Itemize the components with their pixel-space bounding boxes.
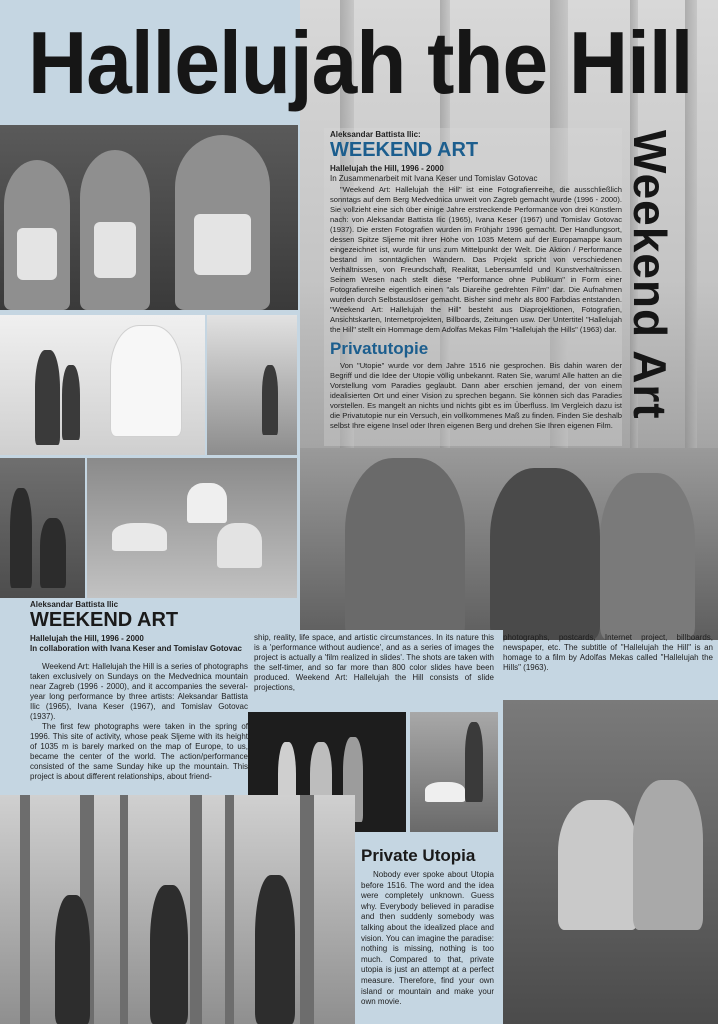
- private-utopia-body: Nobody ever spoke about Utopia before 1516. The word and the idea were completely unknown. Guess why. Everybody believed in paradise and then suddenly somebody was talking about the idealized place and vision. You can imagine the paradise: nothing is missing, nothing is too much. Compared to that, private utopia is just an attempt at a perfect measure. Therefore, find your own island or mountain and make your own movie.: [361, 870, 494, 1007]
- creek-bathers-photo: [87, 458, 297, 598]
- english-paragraph-2: The first few photographs were taken in the spring of 1996. This site of activity, whose peak Sljeme with its height of 1035 m is barely marked on the map of Europe, to us, became the center of the world. The action/performance consisted of the same Sunday hike up the mountain. This project is about different relationships, about friend-: [30, 722, 248, 781]
- private-utopia-panel: [355, 840, 500, 1024]
- snow-hikers-photo: [0, 315, 205, 455]
- english-author: Aleksandar Battista Ilic: [30, 600, 119, 609]
- group-portrait-photo: [300, 448, 718, 640]
- german-text-panel: [324, 128, 622, 446]
- page-title: Hallelujah the Hill: [28, 14, 693, 113]
- forest-hikers-photo: [0, 458, 85, 598]
- english-column-3: photographs, postcards, Internet project, billboards, newspaper, etc. The subtitle of "Hallelujah the Hill" is an homage to a film by Adolfas Mekas called "Hallelujah the Hills" (1963).: [503, 633, 713, 672]
- german-section-title: Privatutopie: [330, 339, 429, 358]
- german-title: WEEKEND ART: [330, 139, 479, 161]
- meadow-hiker-photo: [207, 315, 297, 455]
- german-collab: In Zusammenarbeit mit Ivana Keser und Tomislav Gotovac: [330, 174, 538, 183]
- english-column-2: ship, reality, life space, and artistic circumstances. In its nature this is a 'performance without audience', and as a series of images the project is actually a 'film realized in slides'. The shots are taken with the self-timer, and so far more than 800 color slides have been produced. Weekend Art: Hallelujah the Hill consists of slide projections,: [254, 633, 494, 692]
- fallen-hiker-photo: [410, 712, 498, 832]
- english-title: WEEKEND ART: [30, 609, 179, 631]
- german-subtitle: Hallelujah the Hill, 1996 - 2000: [330, 164, 444, 173]
- german-section-body: Von "Utopie" wurde vor dem Jahre 1516 nie gesprochen. Bis dahin waren der Begriff und die Idee der Utopie völlig unbekannt. Raten Sie, warum! Alle hatten an die Vorstellung vom Paradies geglaubt. Dann aber erschien jemand, der von einem idealisierten Ort und einer Vision zu sprechen begann. Sie können sich das Paradies vorstellen. Es mangelt an nichts und nichts gibt es im Überfluss. Im Vergleich dazu ist die Privatutopie nur ein Versuch, ein vollkommenes Maß zu finden. Finden Sie deshalb selbst Ihre eigene Insel oder Ihren eigenen Berg und drehen Sie Ihren eigenen Film.: [330, 361, 622, 430]
- german-author: Aleksandar Battista Ilic:: [330, 130, 421, 139]
- woods-hikers-photo: [0, 795, 355, 1024]
- english-subtitle: Hallelujah the Hill, 1996 - 2000: [30, 634, 144, 643]
- english-paragraph-1: Weekend Art: Hallelujah the Hill is a series of photographs taken exclusively on Sundays on the Medvednica mountain near Zagreb (1996 - 2000), and it accompanies the several-year long performance by three artists: Aleksandar Battista Ilic (1965), Ivana Keser (1967), and Tomislav Gotovac (1937).: [30, 662, 248, 721]
- vertical-title: Weekend Art: [624, 130, 676, 420]
- private-utopia-title: Private Utopia: [361, 846, 476, 865]
- english-collab: In collaboration with Ivana Keser and Tomislav Gotovac: [30, 644, 242, 653]
- english-text-block: [30, 600, 248, 782]
- river-bathers-photo: [503, 700, 718, 1024]
- german-body: "Weekend Art: Hallelujah the Hill" ist eine Fotografienreihe, die ausschließlich sonntags auf dem Berg Medvednica unweit von Zagreb gemacht wurde (1996 - 2000). Sie vollzieht eine sich über einige Jahre erstreckende Performance von drei Künstlern nach: von Aleksandar Battista Ilic (1965), Ivana Keser (1967) und Tomislav Gotovac (1937). Die ersten Fotografien wurden im Frühjahr 1996 gemacht. Der Handlungsort, dessen Spitze Sljeme mit ihrer Höhe von 1035 Metern auf der Europamappe kaum eingezeichnet ist, wurde für uns zum Mittelpunkt der Welt. Die Aktion / Performance bestand im sonntäglichen Wandern. Das Projekt spricht von verschiedenen Verhältnissen, von Freundschaft, Realität, Lebensumfeld und Kunstverhältnissen. Seinem Wesen nach stellt diese "Performance ohne Publikum" in Form einer Fotografienreihe eigentlich einen "als Diareihe gedrehten Film" dar. Die Aufnahmen wurden durch Selbstauslöser gemacht. Bisher sind mehr als 800 Farbdias entstanden. "Weekend Art: Hallelujah the Hill" besteht aus Diaprojektionen, Fotografien, Ansichtskarten, Internetprojekten, Billboards, Zeitungen usw. Der Untertitel "Hallelujah the Hill" stellt ein Hommage dem Adolfas Mekas Film "Hallelujah the Hills" (1963) dar.: [330, 185, 622, 334]
- projection-portraits-photo: [0, 125, 298, 310]
